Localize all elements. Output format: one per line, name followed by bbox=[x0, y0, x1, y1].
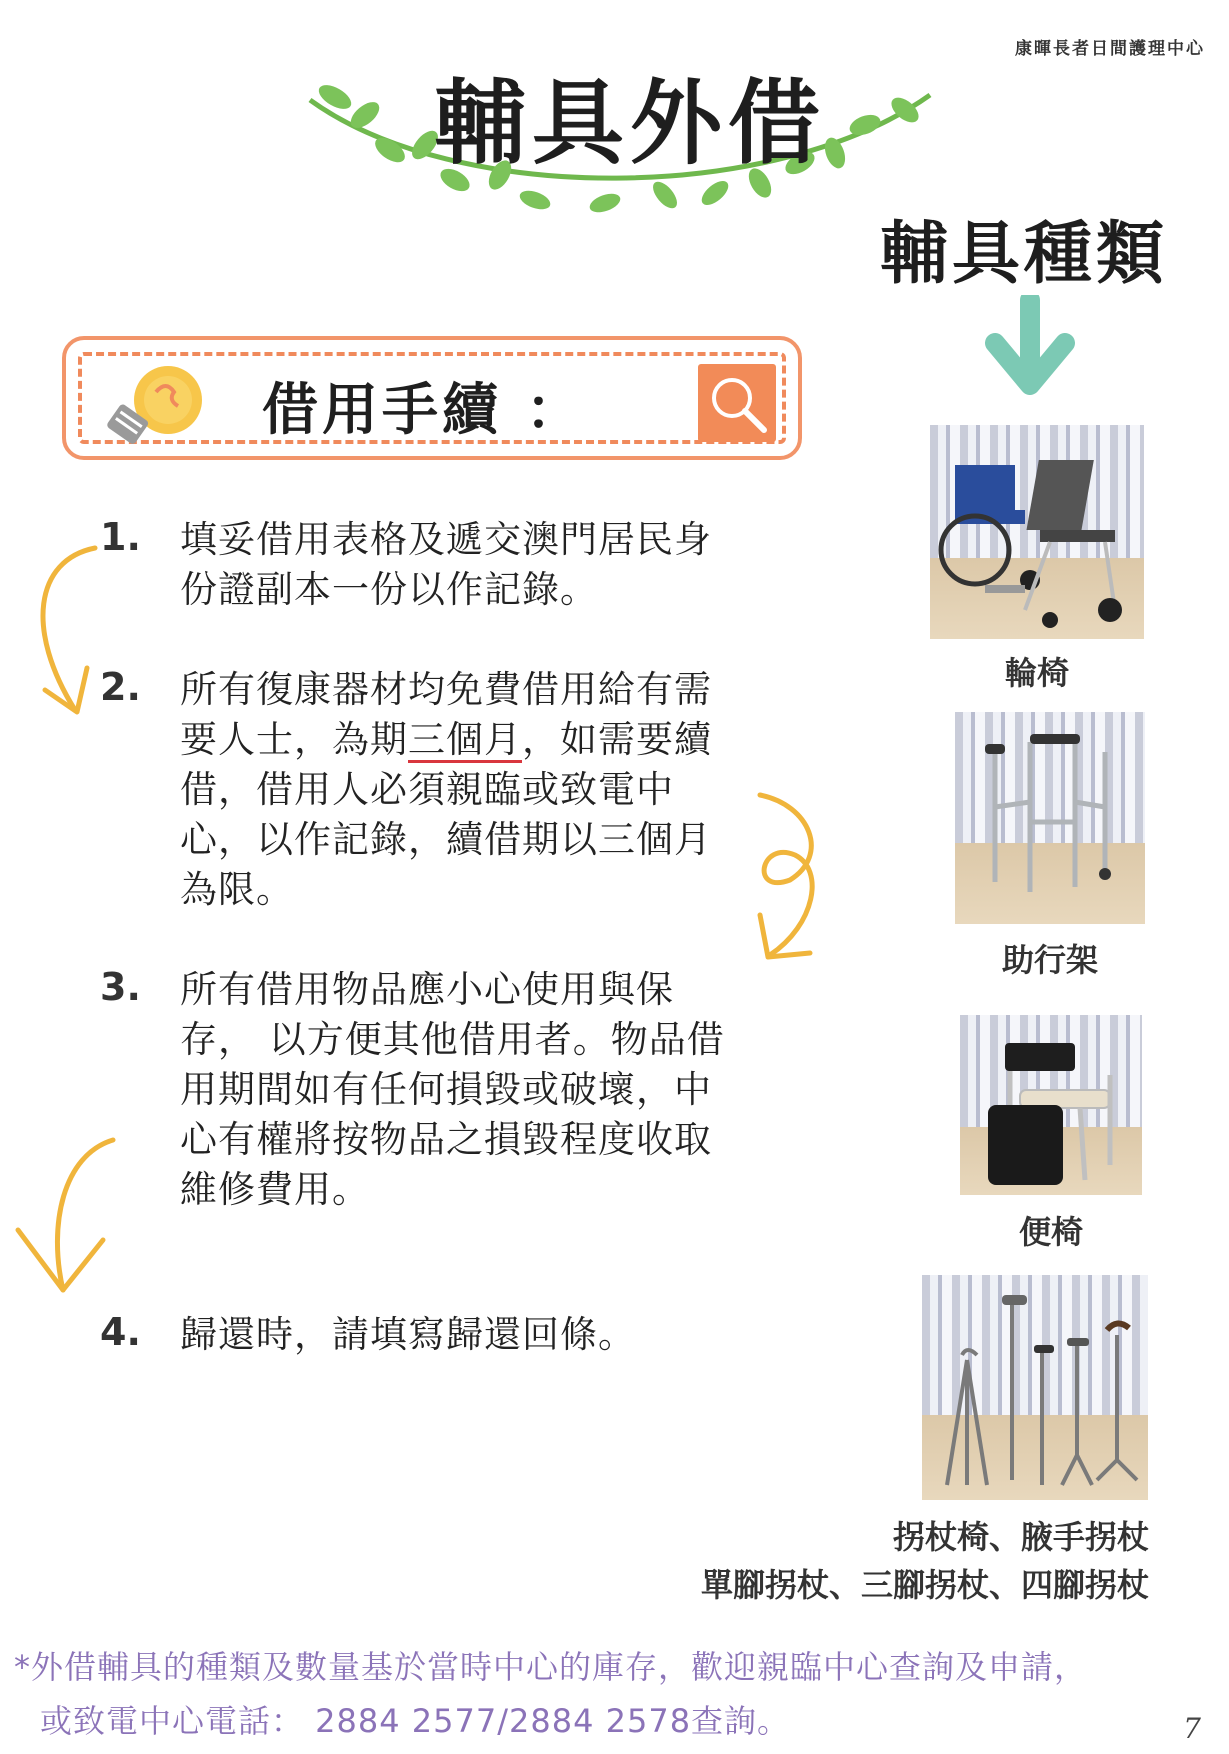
aid-caption: 輪椅 bbox=[1004, 654, 1069, 692]
wheelchair-photo bbox=[930, 425, 1144, 639]
curved-arrow-icon bbox=[8, 1135, 118, 1295]
step-text: 所有借用物品應小心使用與保存， 以方便其他借用者。物品借用期間如有任何損毀或破壞，中心有權將按物品之損毀程度收取維修費用。 bbox=[180, 968, 725, 1211]
down-arrow-icon bbox=[985, 295, 1075, 395]
page-number: 7 bbox=[1183, 1712, 1201, 1745]
step-text bbox=[180, 665, 735, 915]
procedure-banner bbox=[62, 336, 802, 460]
footer-line-2: 或致電中心電話： 2884 2577/2884 2578查詢。 bbox=[40, 1702, 791, 1740]
step-number: 2. bbox=[100, 665, 141, 709]
commode-chair-photo bbox=[960, 1015, 1142, 1195]
org-name: 康暉長者日間護理中心 bbox=[1015, 39, 1205, 59]
step-highlight: 三個月 bbox=[408, 718, 522, 761]
aid-caption: 助行架 bbox=[1001, 941, 1098, 979]
step-number: 4. bbox=[100, 1310, 141, 1354]
canes-photo bbox=[922, 1275, 1148, 1500]
lightbulb-icon bbox=[98, 362, 208, 450]
page-title: 輔具外借 bbox=[433, 70, 826, 177]
footer-line-1: *外借輔具的種類及數量基於當時中心的庫存，歡迎親臨中心查詢及申請， bbox=[14, 1648, 1088, 1686]
step-text-part-b: ，如需要續借，借用人必須親臨或致電中心，以作記錄，續借期以三個月為限。 bbox=[180, 718, 712, 911]
step-number: 1. bbox=[100, 515, 141, 559]
step-text-part-a: 所有復康器材均免費借用給有需要人士，為期 bbox=[180, 668, 712, 761]
step-text: 填妥借用表格及遞交澳門居民身份證副本一份以作記錄。 bbox=[180, 518, 712, 611]
search-icon bbox=[698, 364, 776, 442]
aid-caption: 單腳拐杖、三腳拐杖、四腳拐杖 bbox=[700, 1566, 1149, 1604]
step-number: 3. bbox=[100, 965, 141, 1009]
footer-note bbox=[14, 1640, 1204, 1748]
aid-types-title: 輔具種類 bbox=[880, 215, 1169, 294]
aid-caption: 便椅 bbox=[1018, 1213, 1083, 1251]
loop-arrow-icon bbox=[740, 785, 835, 965]
step-text: 歸還時，請填寫歸還回條。 bbox=[180, 1313, 636, 1356]
walker-photo bbox=[955, 712, 1145, 924]
procedure-title: 借用手續 ： bbox=[262, 378, 586, 443]
curved-arrow-icon bbox=[15, 540, 105, 720]
aid-caption: 拐杖椅、腋手拐杖 bbox=[892, 1518, 1149, 1556]
